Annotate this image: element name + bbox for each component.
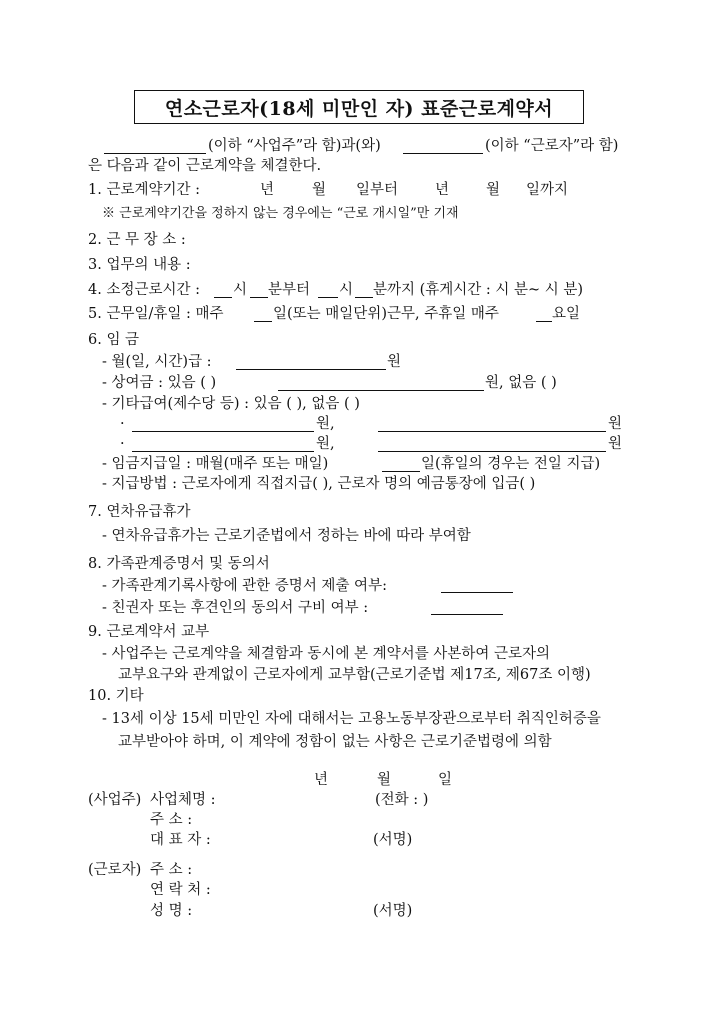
employer-phone: (전화 : ) [375, 792, 429, 808]
s1-month1: 월 [312, 182, 327, 198]
date-year: 년 [314, 772, 329, 788]
s5-b: 일(또는 매일단위)근무, 주휴일 매주 [273, 306, 499, 322]
s6-bonus-blank[interactable] [278, 390, 484, 391]
employer-role: (사업주) [88, 792, 142, 808]
s8-a-blank[interactable] [441, 592, 513, 593]
s4-p1: 시 [233, 282, 248, 298]
s1-year1: 년 [260, 182, 275, 198]
s6-won-comma1: 원, [316, 416, 335, 432]
intro-line2: 은 다음과 같이 근로계약을 체결한다. [88, 158, 322, 174]
s8-b: - 친권자 또는 후견인의 동의서 구비 여부 : [102, 600, 369, 616]
s8-a: - 가족관계기록사항에 관한 증명서 제출 여부: [102, 578, 387, 594]
s6-label: 6. 임 금 [88, 332, 140, 348]
s6-wage-blank[interactable] [236, 369, 386, 370]
s6-payday-b: 일(휴일의 경우는 전일 지급) [421, 456, 601, 472]
s1-day1: 일부터 [356, 182, 399, 198]
s6-payday-a: - 임금지급일 : 매월(매주 또는 매일) [102, 456, 329, 472]
s6-won1: 원 [608, 416, 623, 432]
s4-blank1[interactable] [214, 297, 232, 298]
worker-address: 주 소 : [150, 862, 193, 878]
title-box [134, 90, 584, 124]
s1-month2: 월 [486, 182, 501, 198]
s10-line2: 교부받아야 하며, 이 계약에 정함이 없는 사항은 근로기준법령에 의함 [118, 734, 552, 750]
worker-role: (근로자) [88, 862, 142, 878]
s2-workplace: 2. 근 무 장 소 : [88, 232, 186, 248]
s6-other-blank4[interactable] [378, 451, 606, 452]
employer-address: 주 소 : [150, 812, 193, 828]
s6-won-comma2: 원, [316, 436, 335, 452]
s6-bonus: - 상여금 : 있음 ( ) [102, 375, 217, 391]
s4-p3: 시 [339, 282, 354, 298]
worker-name: 성 명 : [150, 903, 193, 919]
s6-dot2: · [120, 436, 125, 452]
employer-company: 사업체명 : [150, 792, 216, 808]
employer-rep: 대 표 자 : [150, 832, 211, 848]
s6-method: - 지급방법 : 근로자에게 직접지급( ), 근로자 명의 예금통장에 입금( ) [102, 476, 536, 492]
s6-other-blank2[interactable] [378, 431, 606, 432]
intro-employer-text: (이하 “사업주”라 함)과(와) [208, 138, 381, 154]
worker-contact: 연 락 처 : [150, 882, 211, 898]
s6-other-blank1[interactable] [132, 431, 314, 432]
s1-year2: 년 [435, 182, 450, 198]
s4-blank3[interactable] [318, 297, 338, 298]
s5-blank1[interactable] [254, 321, 272, 322]
s5-c: 요일 [552, 306, 581, 322]
s5-a: 5. 근무일/휴일 : 매주 [88, 306, 224, 322]
s9-label: 9. 근로계약서 교부 [88, 624, 210, 640]
date-day: 일 [438, 772, 453, 788]
s6-won2: 원 [608, 436, 623, 452]
s6-bonus-end: 원, 없음 ( ) [485, 375, 557, 391]
s8-b-blank[interactable] [431, 614, 503, 615]
s7-label: 7. 연차유급휴가 [88, 504, 191, 520]
s6-other: - 기타급여(제수당 등) : 있음 ( ), 없음 ( ) [102, 396, 360, 412]
s4-p2: 분부터 [268, 282, 311, 298]
s9-line2: 교부요구와 관계없이 근로자에게 교부함(근로기준법 제17조, 제67조 이행) [118, 667, 591, 683]
s3-duties: 3. 업무의 내용 : [88, 257, 191, 273]
s4-p4: 분까지 (휴게시간 : 시 분~ 시 분) [373, 282, 584, 298]
worker-name-blank[interactable] [403, 153, 483, 154]
s10-label: 10. 기타 [88, 688, 144, 704]
s9-line1: - 사업주는 근로계약을 체결함과 동시에 본 계약서를 사본하여 근로자의 [102, 646, 550, 662]
document-title: 연소근로자(18세 미만인 자) 표준근로계약서 [164, 97, 554, 120]
s5-blank2[interactable] [536, 321, 552, 322]
date-month: 월 [377, 772, 392, 788]
s6-wage-won: 원 [387, 354, 402, 370]
s8-label: 8. 가족관계증명서 및 동의서 [88, 556, 270, 572]
s1-label: 1. 근로계약기간 : [88, 182, 200, 198]
s4-label: 4. 소정근로시간 : [88, 282, 200, 298]
s6-payday-blank[interactable] [382, 471, 420, 472]
s1-note: ※ 근로계약기간을 정하지 않는 경우에는 “근로 개시일”만 기재 [102, 206, 459, 221]
employer-sign: (서명) [373, 832, 413, 848]
s4-blank2[interactable] [250, 297, 268, 298]
s1-day2: 일까지 [526, 182, 569, 198]
s6-wage-label: - 월(일, 시간)급 : [102, 354, 212, 370]
worker-sign: (서명) [373, 903, 413, 919]
employer-name-blank[interactable] [104, 153, 206, 154]
s10-line1: - 13세 이상 15세 미만인 자에 대해서는 고용노동부장관으로부터 취직인허증을 [102, 711, 601, 727]
s4-blank4[interactable] [355, 297, 373, 298]
s6-dot1: · [120, 416, 125, 432]
s6-other-blank3[interactable] [132, 451, 314, 452]
s7-text: - 연차유급휴가는 근로기준법에서 정하는 바에 따라 부여함 [102, 528, 471, 544]
intro-worker-text: (이하 “근로자”라 함) [485, 138, 619, 154]
